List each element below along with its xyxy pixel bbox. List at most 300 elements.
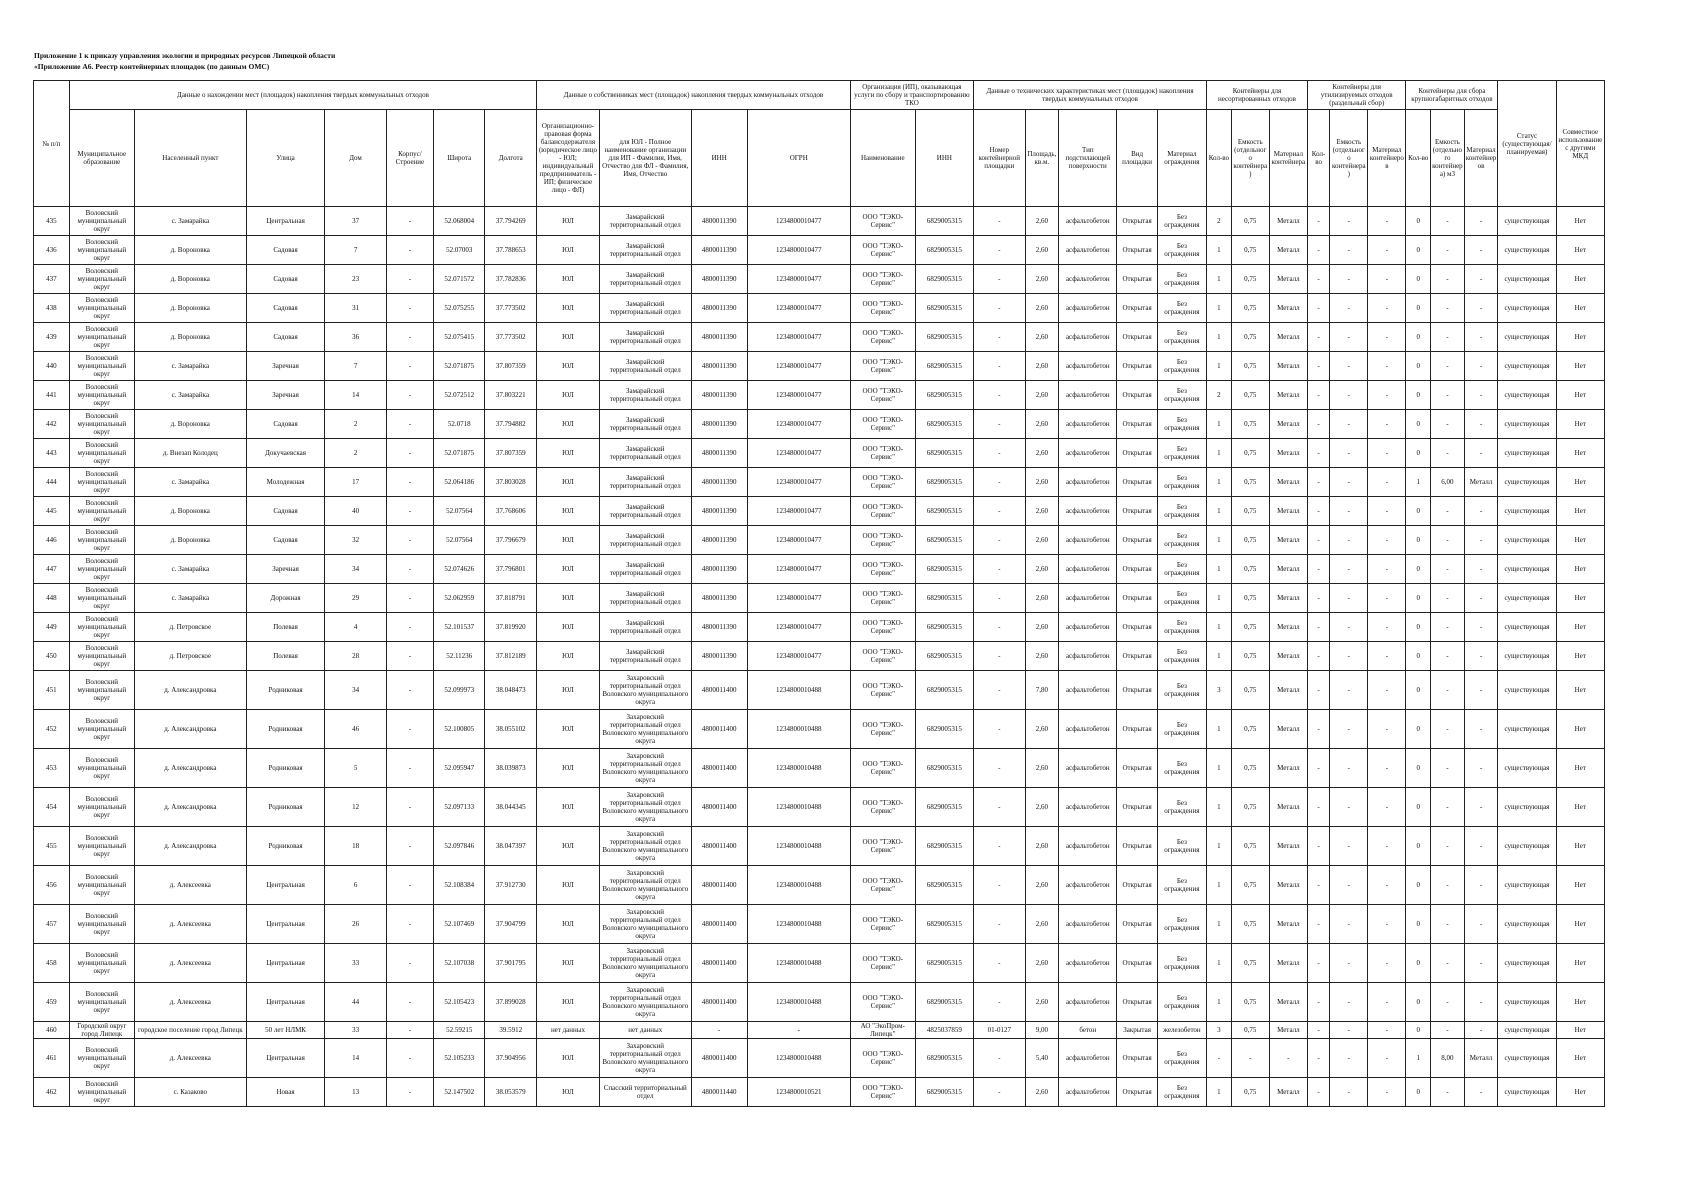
cell-owner-name: Захаровский территориальный отдел Воловского муниципального округа <box>599 905 691 944</box>
cell-shared: Нет <box>1556 866 1604 905</box>
col-site-number: Номер контейнерной площадки <box>974 110 1026 207</box>
cell-house: 46 <box>325 710 387 749</box>
cell-ogrn: 1234800010521 <box>747 1078 850 1107</box>
cell-shared: Нет <box>1556 323 1604 352</box>
cell-org-name: ООО "ТЭКО-Сервис" <box>850 352 915 381</box>
table-row <box>34 207 1605 236</box>
cell-recycle-volume: - <box>1330 468 1368 497</box>
cell-org-inn: 6829005315 <box>915 584 973 613</box>
cell-fence: Без ограждения <box>1157 983 1206 1022</box>
cell-bulky-count: 0 <box>1406 866 1431 905</box>
cell-site-number: - <box>974 352 1026 381</box>
cell-org-name: ООО "ТЭКО-Сервис" <box>850 207 915 236</box>
cell-fence: Без ограждения <box>1157 944 1206 983</box>
cell-ogrn: 1234800010477 <box>747 294 850 323</box>
cell-org-name: ООО "ТЭКО-Сервис" <box>850 710 915 749</box>
cell-legal-form: ЮЛ <box>537 642 600 671</box>
cell-area: 2,60 <box>1025 710 1059 749</box>
cell-bulky-material: - <box>1464 294 1498 323</box>
cell-unsorted-material: Металл <box>1269 944 1307 983</box>
cell-municipality: Воловский муниципальный округ <box>69 555 134 584</box>
cell-fence: Без ограждения <box>1157 827 1206 866</box>
group-owners: Данные о собственниках мест (площадок) накопления твердых коммунальных отходов <box>537 81 851 110</box>
cell-recycle-volume: - <box>1330 555 1368 584</box>
table-row <box>34 236 1605 265</box>
table-row <box>34 749 1605 788</box>
cell-site-number: - <box>974 555 1026 584</box>
cell-house: 33 <box>325 1022 387 1039</box>
cell-building: - <box>386 613 433 642</box>
cell-owner-name: Замарайский территориальный отдел <box>599 352 691 381</box>
cell-status: существующая <box>1498 352 1556 381</box>
table-row <box>34 555 1605 584</box>
cell-number: 444 <box>34 468 70 497</box>
cell-house: 36 <box>325 323 387 352</box>
cell-status: существующая <box>1498 1022 1556 1039</box>
cell-shared: Нет <box>1556 827 1604 866</box>
cell-unsorted-count: 2 <box>1207 207 1232 236</box>
cell-site-number: - <box>974 613 1026 642</box>
cell-recycle-count: - <box>1307 944 1329 983</box>
cell-recycle-volume: - <box>1330 323 1368 352</box>
cell-site-type: Открытая <box>1117 671 1157 710</box>
cell-org-name: ООО "ТЭКО-Сервис" <box>850 439 915 468</box>
cell-bulky-count: 1 <box>1406 1039 1431 1078</box>
cell-site-type: Открытая <box>1117 236 1157 265</box>
cell-number: 441 <box>34 381 70 410</box>
cell-recycle-count: - <box>1307 710 1329 749</box>
cell-site-type: Открытая <box>1117 439 1157 468</box>
cell-bulky-count: 0 <box>1406 710 1431 749</box>
cell-number: 457 <box>34 905 70 944</box>
cell-org-name: ООО "ТЭКО-Сервис" <box>850 944 915 983</box>
cell-shared: Нет <box>1556 613 1604 642</box>
cell-surface: асфальтобетон <box>1059 1078 1117 1107</box>
col-recycle-volume: Емкость (отдельного контейнера) <box>1330 110 1368 207</box>
cell-status: существующая <box>1498 827 1556 866</box>
cell-unsorted-count: 1 <box>1207 788 1232 827</box>
cell-street: Молодежная <box>246 468 324 497</box>
cell-bulky-count: 0 <box>1406 671 1431 710</box>
cell-house: 44 <box>325 983 387 1022</box>
cell-site-type: Открытая <box>1117 381 1157 410</box>
cell-site-type: Открытая <box>1117 526 1157 555</box>
cell-longitude: 37.773502 <box>485 294 537 323</box>
cell-ogrn: 1234800010477 <box>747 352 850 381</box>
cell-status: существующая <box>1498 381 1556 410</box>
cell-area: 2,60 <box>1025 1078 1059 1107</box>
cell-building: - <box>386 555 433 584</box>
cell-settlement: д. Вороновка <box>134 497 246 526</box>
cell-org-inn: 6829005315 <box>915 468 973 497</box>
cell-unsorted-material: Металл <box>1269 555 1307 584</box>
cell-recycle-material: - <box>1368 983 1406 1022</box>
cell-unsorted-volume: 0,75 <box>1231 265 1269 294</box>
cell-area: 2,60 <box>1025 294 1059 323</box>
cell-bulky-volume: - <box>1431 710 1465 749</box>
cell-unsorted-volume: 0,75 <box>1231 323 1269 352</box>
cell-surface: асфальтобетон <box>1059 788 1117 827</box>
col-org-name: Наименование <box>850 110 915 207</box>
cell-street: Центральная <box>246 905 324 944</box>
cell-area: 2,60 <box>1025 944 1059 983</box>
cell-municipality: Воловский муниципальный округ <box>69 352 134 381</box>
cell-org-name: ООО "ТЭКО-Сервис" <box>850 1078 915 1107</box>
cell-bulky-volume: 8,00 <box>1431 1039 1465 1078</box>
cell-shared: Нет <box>1556 710 1604 749</box>
cell-recycle-material: - <box>1368 710 1406 749</box>
cell-inn: 4800011390 <box>691 642 747 671</box>
cell-area: 2,60 <box>1025 555 1059 584</box>
cell-area: 2,60 <box>1025 983 1059 1022</box>
cell-inn: 4800011390 <box>691 410 747 439</box>
cell-settlement: д. Петровское <box>134 642 246 671</box>
cell-legal-form: ЮЛ <box>537 526 600 555</box>
cell-org-name: ООО "ТЭКО-Сервис" <box>850 555 915 584</box>
cell-municipality: Воловский муниципальный округ <box>69 642 134 671</box>
cell-latitude: 52.0718 <box>433 410 485 439</box>
cell-inn: 4800011440 <box>691 1078 747 1107</box>
cell-owner-name: Замарайский территориальный отдел <box>599 468 691 497</box>
cell-org-inn: 6829005315 <box>915 236 973 265</box>
cell-fence: Без ограждения <box>1157 1078 1206 1107</box>
cell-recycle-material: - <box>1368 497 1406 526</box>
cell-owner-name: Захаровский территориальный отдел Воловского муниципального округа <box>599 866 691 905</box>
cell-street: Центральная <box>246 207 324 236</box>
cell-bulky-count: 0 <box>1406 788 1431 827</box>
cell-unsorted-count: 1 <box>1207 410 1232 439</box>
cell-status: существующая <box>1498 468 1556 497</box>
cell-inn: 4800011390 <box>691 352 747 381</box>
cell-unsorted-material: Металл <box>1269 1078 1307 1107</box>
cell-inn: - <box>691 1022 747 1039</box>
cell-longitude: 38.048473 <box>485 671 537 710</box>
cell-surface: асфальтобетон <box>1059 439 1117 468</box>
cell-latitude: 52.107469 <box>433 905 485 944</box>
cell-area: 2,60 <box>1025 584 1059 613</box>
cell-recycle-volume: - <box>1330 381 1368 410</box>
cell-area: 2,60 <box>1025 439 1059 468</box>
cell-org-inn: 6829005315 <box>915 905 973 944</box>
cell-ogrn: 1234800010488 <box>747 983 850 1022</box>
cell-unsorted-material: Металл <box>1269 468 1307 497</box>
cell-shared: Нет <box>1556 294 1604 323</box>
cell-street: 50 лет НЛМК <box>246 1022 324 1039</box>
cell-org-inn: 6829005315 <box>915 381 973 410</box>
cell-longitude: 37.803221 <box>485 381 537 410</box>
cell-org-name: ООО "ТЭКО-Сервис" <box>850 265 915 294</box>
cell-surface: асфальтобетон <box>1059 866 1117 905</box>
cell-house: 23 <box>325 265 387 294</box>
cell-recycle-volume: - <box>1330 788 1368 827</box>
col-settlement: Населенный пункт <box>134 110 246 207</box>
cell-bulky-material: - <box>1464 265 1498 294</box>
group-org: Организация (ИП), оказывающая услуги по сбору и транспортированию ТКО <box>850 81 973 110</box>
cell-recycle-count: - <box>1307 410 1329 439</box>
col-status: Статус (существующая/ планируемая) <box>1498 81 1556 207</box>
cell-recycle-volume: - <box>1330 265 1368 294</box>
cell-org-name: ООО "ТЭКО-Сервис" <box>850 983 915 1022</box>
cell-bulky-volume: - <box>1431 439 1465 468</box>
cell-municipality: Воловский муниципальный округ <box>69 381 134 410</box>
cell-status: существующая <box>1498 642 1556 671</box>
cell-surface: асфальтобетон <box>1059 710 1117 749</box>
cell-municipality: Воловский муниципальный округ <box>69 905 134 944</box>
cell-street: Родниковая <box>246 671 324 710</box>
cell-number: 460 <box>34 1022 70 1039</box>
cell-legal-form: ЮЛ <box>537 613 600 642</box>
cell-unsorted-volume: 0,75 <box>1231 381 1269 410</box>
cell-fence: Без ограждения <box>1157 710 1206 749</box>
cell-owner-name: Замарайский территориальный отдел <box>599 497 691 526</box>
cell-number: 448 <box>34 584 70 613</box>
cell-municipality: Воловский муниципальный округ <box>69 749 134 788</box>
col-surface: Тип подстилающей поверхности <box>1059 110 1117 207</box>
cell-surface: асфальтобетон <box>1059 526 1117 555</box>
cell-number: 446 <box>34 526 70 555</box>
cell-settlement: с. Замарайка <box>134 207 246 236</box>
cell-longitude: 37.782836 <box>485 265 537 294</box>
cell-bulky-material: - <box>1464 352 1498 381</box>
cell-org-inn: 6829005315 <box>915 983 973 1022</box>
cell-number: 451 <box>34 671 70 710</box>
cell-house: 6 <box>325 866 387 905</box>
cell-legal-form: ЮЛ <box>537 905 600 944</box>
cell-ogrn: 1234800010477 <box>747 584 850 613</box>
cell-settlement: д. Александровка <box>134 827 246 866</box>
cell-house: 2 <box>325 410 387 439</box>
cell-street: Центральная <box>246 944 324 983</box>
cell-area: 2,60 <box>1025 497 1059 526</box>
cell-unsorted-volume: 0,75 <box>1231 749 1269 788</box>
cell-fence: железобетон <box>1157 1022 1206 1039</box>
cell-bulky-count: 0 <box>1406 584 1431 613</box>
cell-status: существующая <box>1498 944 1556 983</box>
cell-unsorted-count: 3 <box>1207 1022 1232 1039</box>
table-row <box>34 905 1605 944</box>
cell-surface: асфальтобетон <box>1059 642 1117 671</box>
cell-ogrn: 1234800010477 <box>747 323 850 352</box>
cell-latitude: 52.071875 <box>433 439 485 468</box>
cell-site-type: Открытая <box>1117 555 1157 584</box>
table-row <box>34 1078 1605 1107</box>
cell-bulky-volume: - <box>1431 207 1465 236</box>
table-row <box>34 613 1605 642</box>
cell-owner-name: Замарайский территориальный отдел <box>599 236 691 265</box>
cell-recycle-count: - <box>1307 236 1329 265</box>
cell-unsorted-volume: 0,75 <box>1231 827 1269 866</box>
cell-recycle-count: - <box>1307 265 1329 294</box>
cell-bulky-count: 0 <box>1406 352 1431 381</box>
cell-latitude: 52.072512 <box>433 381 485 410</box>
cell-building: - <box>386 323 433 352</box>
cell-house: 37 <box>325 207 387 236</box>
cell-legal-form: ЮЛ <box>537 788 600 827</box>
cell-latitude: 52.101537 <box>433 613 485 642</box>
cell-longitude: 37.788653 <box>485 236 537 265</box>
cell-unsorted-count: 1 <box>1207 497 1232 526</box>
cell-owner-name: Замарайский территориальный отдел <box>599 381 691 410</box>
cell-org-inn: 6829005315 <box>915 1078 973 1107</box>
cell-bulky-count: 0 <box>1406 1022 1431 1039</box>
cell-house: 7 <box>325 236 387 265</box>
cell-latitude: 52.071572 <box>433 265 485 294</box>
cell-inn: 4800011400 <box>691 749 747 788</box>
cell-unsorted-volume: 0,75 <box>1231 497 1269 526</box>
cell-fence: Без ограждения <box>1157 584 1206 613</box>
cell-house: 12 <box>325 788 387 827</box>
cell-ogrn: 1234800010477 <box>747 207 850 236</box>
cell-house: 13 <box>325 1078 387 1107</box>
cell-bulky-count: 0 <box>1406 526 1431 555</box>
cell-house: 14 <box>325 1039 387 1078</box>
cell-status: существующая <box>1498 1039 1556 1078</box>
cell-bulky-volume: - <box>1431 944 1465 983</box>
cell-recycle-volume: - <box>1330 1022 1368 1039</box>
cell-bulky-count: 0 <box>1406 294 1431 323</box>
cell-shared: Нет <box>1556 749 1604 788</box>
cell-latitude: 52.062959 <box>433 584 485 613</box>
cell-recycle-material: - <box>1368 905 1406 944</box>
cell-fence: Без ограждения <box>1157 526 1206 555</box>
cell-number: 450 <box>34 642 70 671</box>
cell-bulky-material: - <box>1464 827 1498 866</box>
cell-latitude: 52.064186 <box>433 468 485 497</box>
cell-surface: асфальтобетон <box>1059 827 1117 866</box>
cell-unsorted-count: - <box>1207 1039 1232 1078</box>
cell-org-name: ООО "ТЭКО-Сервис" <box>850 905 915 944</box>
cell-inn: 4800011390 <box>691 555 747 584</box>
col-fence: Материал ограждения <box>1157 110 1206 207</box>
cell-ogrn: 1234800010488 <box>747 827 850 866</box>
cell-status: существующая <box>1498 323 1556 352</box>
cell-unsorted-material: Металл <box>1269 671 1307 710</box>
cell-fence: Без ограждения <box>1157 265 1206 294</box>
cell-unsorted-material: Металл <box>1269 866 1307 905</box>
cell-site-number: - <box>974 749 1026 788</box>
cell-unsorted-count: 1 <box>1207 294 1232 323</box>
cell-latitude: 52.108384 <box>433 866 485 905</box>
cell-legal-form: ЮЛ <box>537 584 600 613</box>
cell-settlement: д. Александровка <box>134 788 246 827</box>
cell-municipality: Воловский муниципальный округ <box>69 866 134 905</box>
cell-surface: асфальтобетон <box>1059 381 1117 410</box>
cell-recycle-volume: - <box>1330 236 1368 265</box>
cell-unsorted-volume: 0,75 <box>1231 1022 1269 1039</box>
cell-org-inn: 6829005315 <box>915 555 973 584</box>
cell-recycle-volume: - <box>1330 207 1368 236</box>
cell-unsorted-count: 1 <box>1207 352 1232 381</box>
cell-fence: Без ограждения <box>1157 207 1206 236</box>
table-row <box>34 710 1605 749</box>
table-row <box>34 323 1605 352</box>
table-row <box>34 439 1605 468</box>
cell-surface: асфальтобетон <box>1059 352 1117 381</box>
cell-legal-form: ЮЛ <box>537 749 600 788</box>
cell-house: 34 <box>325 671 387 710</box>
cell-site-number: 01-0127 <box>974 1022 1026 1039</box>
cell-municipality: Воловский муниципальный округ <box>69 497 134 526</box>
cell-status: существующая <box>1498 710 1556 749</box>
cell-street: Заречная <box>246 381 324 410</box>
cell-recycle-count: - <box>1307 1078 1329 1107</box>
cell-house: 14 <box>325 381 387 410</box>
cell-longitude: 39.5912 <box>485 1022 537 1039</box>
cell-status: существующая <box>1498 983 1556 1022</box>
cell-status: существующая <box>1498 439 1556 468</box>
cell-status: существующая <box>1498 788 1556 827</box>
cell-org-inn: 6829005315 <box>915 613 973 642</box>
cell-shared: Нет <box>1556 265 1604 294</box>
cell-site-number: - <box>974 381 1026 410</box>
cell-legal-form: ЮЛ <box>537 555 600 584</box>
cell-recycle-material: - <box>1368 866 1406 905</box>
cell-unsorted-material: Металл <box>1269 439 1307 468</box>
col-longitude: Долгота <box>485 110 537 207</box>
group-location: Данные о нахождении мест (площадок) накопления твердых коммунальных отходов <box>69 81 536 110</box>
cell-building: - <box>386 866 433 905</box>
cell-unsorted-count: 1 <box>1207 866 1232 905</box>
cell-org-name: ООО "ТЭКО-Сервис" <box>850 236 915 265</box>
cell-unsorted-count: 2 <box>1207 381 1232 410</box>
header-line-1: Приложение 1 к приказу управления экологии и природных ресурсов Липецкой области <box>34 51 336 60</box>
cell-municipality: Воловский муниципальный округ <box>69 526 134 555</box>
cell-bulky-volume: 6,00 <box>1431 468 1465 497</box>
col-number: № п/п <box>34 81 70 207</box>
cell-unsorted-count: 1 <box>1207 236 1232 265</box>
cell-street: Садовая <box>246 265 324 294</box>
cell-longitude: 38.053579 <box>485 1078 537 1107</box>
cell-municipality: Воловский муниципальный округ <box>69 827 134 866</box>
cell-status: существующая <box>1498 294 1556 323</box>
cell-number: 435 <box>34 207 70 236</box>
cell-bulky-count: 0 <box>1406 381 1431 410</box>
cell-number: 452 <box>34 710 70 749</box>
cell-bulky-volume: - <box>1431 905 1465 944</box>
cell-area: 2,60 <box>1025 410 1059 439</box>
col-site-type: Вид площадки <box>1117 110 1157 207</box>
cell-number: 455 <box>34 827 70 866</box>
cell-house: 4 <box>325 613 387 642</box>
cell-recycle-count: - <box>1307 983 1329 1022</box>
cell-unsorted-count: 1 <box>1207 749 1232 788</box>
cell-fence: Без ограждения <box>1157 866 1206 905</box>
cell-site-type: Открытая <box>1117 294 1157 323</box>
cell-longitude: 38.047397 <box>485 827 537 866</box>
cell-recycle-count: - <box>1307 294 1329 323</box>
cell-surface: асфальтобетон <box>1059 265 1117 294</box>
cell-recycle-volume: - <box>1330 352 1368 381</box>
cell-surface: асфальтобетон <box>1059 236 1117 265</box>
cell-settlement: д. Александровка <box>134 710 246 749</box>
cell-municipality: Воловский муниципальный округ <box>69 323 134 352</box>
cell-site-number: - <box>974 265 1026 294</box>
cell-site-number: - <box>974 236 1026 265</box>
cell-bulky-material: - <box>1464 381 1498 410</box>
cell-org-inn: 4825037859 <box>915 1022 973 1039</box>
cell-bulky-count: 0 <box>1406 827 1431 866</box>
cell-bulky-material: - <box>1464 526 1498 555</box>
cell-site-type: Открытая <box>1117 584 1157 613</box>
cell-status: существующая <box>1498 671 1556 710</box>
cell-fence: Без ограждения <box>1157 671 1206 710</box>
cell-inn: 4800011400 <box>691 905 747 944</box>
cell-unsorted-count: 1 <box>1207 584 1232 613</box>
cell-inn: 4800011400 <box>691 671 747 710</box>
cell-bulky-volume: - <box>1431 788 1465 827</box>
cell-settlement: д. Алексеевка <box>134 866 246 905</box>
cell-site-number: - <box>974 710 1026 749</box>
